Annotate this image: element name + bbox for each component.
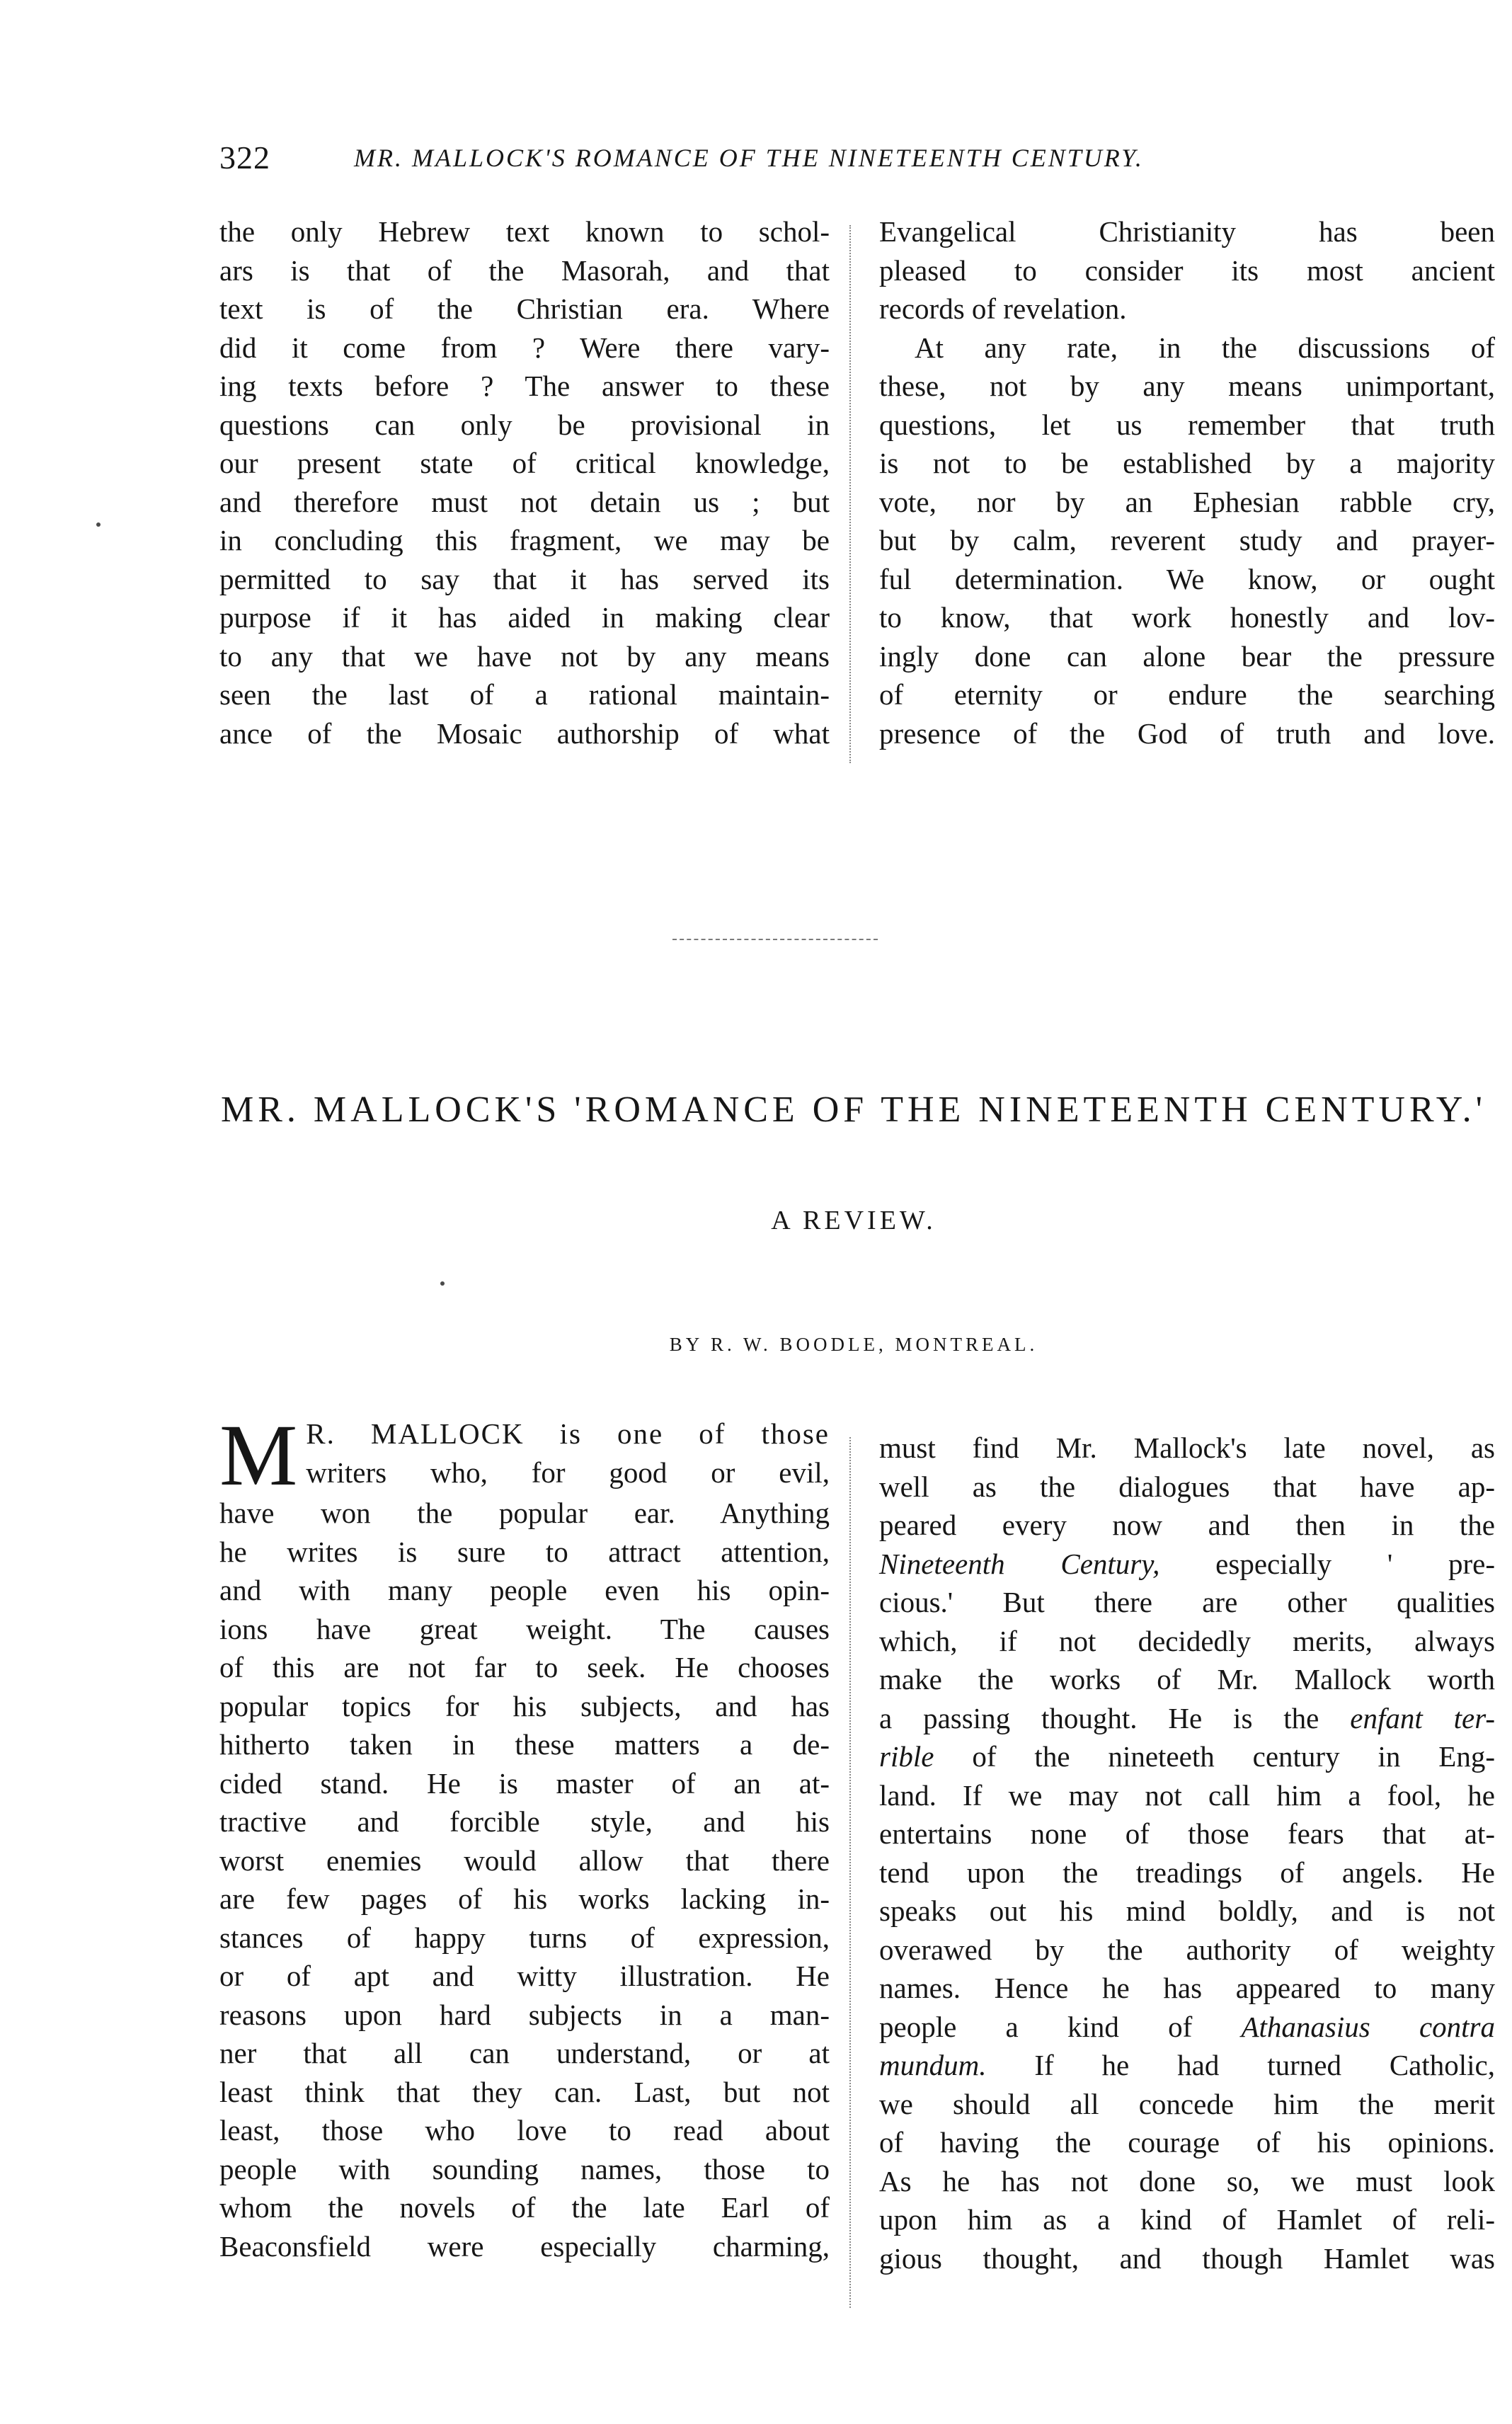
text-line: ars is that of the Masorah, and that — [219, 253, 830, 287]
line-text: If he had turned Catholic, — [986, 2049, 1495, 2081]
text-line: tend upon the treadings of angels. He — [879, 1856, 1495, 1889]
text-line: did it come from ? Were there vary- — [219, 331, 830, 364]
print-speck — [96, 522, 101, 527]
text-line: which, if not decidedly merits, always — [879, 1624, 1495, 1657]
text-line: questions, let us remember that truth — [879, 408, 1495, 441]
italic-text: mundum. — [879, 2049, 987, 2081]
article-title: MR. MALLOCK'S 'ROMANCE OF THE NINETEENTH CENTURY.' — [220, 1090, 1487, 1130]
line-text: a passing thought. He is the — [879, 1701, 1351, 1734]
text-line: vote, nor by an Ephesian rabble cry, — [879, 485, 1495, 518]
text-line: records of revelation. — [879, 292, 1127, 325]
column-divider — [849, 225, 851, 763]
text-line: of eternity or endure the searching — [879, 678, 1495, 711]
text-line: cious.' But there are other qualities — [879, 1586, 1495, 1618]
text-line: well as the dialogues that have ap- — [879, 1470, 1495, 1503]
text-line: reasons upon hard subjects in a man- — [219, 1998, 830, 2031]
text-line: worst enemies would allow that there — [219, 1843, 830, 1877]
text-line — [879, 1699, 1495, 1738]
text-line: text is of the Christian era. Where — [219, 292, 830, 325]
running-title: MR. MALLOCK'S ROMANCE OF THE NINETEENTH CENTURY. — [354, 144, 1144, 172]
column-divider — [849, 1437, 851, 2308]
bottom-right-column — [879, 1429, 1495, 2277]
text-line: upon him as a kind of Hamlet of reli- — [879, 2203, 1495, 2236]
text-line: ner that all can understand, or at — [219, 2037, 830, 2069]
text-line — [219, 1414, 830, 1453]
text-line: in concluding this fragment, we may be — [219, 524, 830, 556]
text-line: people with sounding names, those to — [219, 2152, 830, 2185]
text-line: least, those who love to read about — [219, 2114, 830, 2146]
text-line: pleased to consider its most ancient — [879, 253, 1495, 287]
text-line: seen the last of a rational maintain- — [219, 678, 830, 711]
italic-text: Nineteenth Century, — [879, 1547, 1160, 1580]
text-line: these, not by any means unimportant, — [879, 370, 1495, 402]
text-line: are few pages of his works lacking in- — [219, 1882, 830, 1915]
line-text: people a kind of — [879, 2010, 1242, 2043]
text-line — [879, 1737, 1495, 1776]
italic-text: enfant ter- — [1350, 1701, 1495, 1734]
text-line: speaks out his mind boldly, and is not — [879, 1894, 1495, 1927]
text-line: to know, that work honestly and lov- — [879, 601, 1495, 634]
line-text: especially ' pre- — [1159, 1547, 1495, 1580]
text-line: must find Mr. Mallock's late novel, as — [879, 1431, 1495, 1464]
text-line: tractive and forcible style, and his — [219, 1805, 830, 1838]
bottom-left-column — [219, 1407, 830, 2265]
text-line: the only Hebrew text known to schol- — [219, 215, 830, 248]
text-line: have won the popular ear. Anything — [219, 1497, 830, 1529]
text-line: we should all concede him the merit — [879, 2087, 1495, 2120]
text-line — [879, 2046, 1495, 2085]
text-line: land. If we may not call him a fool, he — [879, 1778, 1495, 1812]
text-line: our present state of critical knowledge, — [219, 447, 830, 479]
text-line: but by calm, reverent study and prayer- — [879, 524, 1495, 556]
text-line: presence of the God of truth and love. — [879, 716, 1495, 750]
text-line: cided stand. He is master of an at- — [219, 1766, 830, 1800]
italic-text: Athanasius contra — [1241, 2010, 1495, 2043]
text-line: popular topics for his subjects, and has — [219, 1689, 830, 1722]
text-line — [879, 1545, 1495, 1584]
first-line-text: R. MALLOCK is one of those — [306, 1417, 830, 1450]
text-line: ance of the Mosaic authorship of what — [219, 716, 830, 750]
drop-cap: M — [219, 1407, 298, 1504]
text-line: gious thought, and though Hamlet was — [879, 2241, 1495, 2275]
article-byline: BY R. W. BOODLE, MONTREAL. — [669, 1334, 1038, 1355]
text-line: peared every now and then in the — [879, 1509, 1495, 1541]
text-line: At any rate, in the discussions of — [915, 331, 1495, 364]
italic-text: rible — [879, 1740, 934, 1773]
text-line: names. Hence he has appeared to many — [879, 1972, 1495, 2004]
top-left-column — [219, 212, 830, 753]
text-line: hitherto taken in these matters a de- — [219, 1728, 830, 1761]
text-line: Beaconsfield were especially charming, — [219, 2229, 830, 2263]
text-line: questions can only be provisional in — [219, 408, 830, 441]
text-line: to any that we have not by any means — [219, 639, 830, 673]
text-line: As he has not done so, we must look — [879, 2164, 1495, 2197]
article-subtitle: A REVIEW. — [771, 1206, 937, 1235]
page-number: 322 — [219, 139, 270, 176]
text-line: ingly done can alone bear the pressure — [879, 639, 1495, 673]
text-line: overawed by the authority of weighty — [879, 1933, 1495, 1966]
text-line: and with many people even his opin- — [219, 1574, 830, 1606]
text-line: ful determination. We know, or ought — [879, 562, 1495, 595]
line-text: of the nineteeth century in Eng- — [934, 1740, 1495, 1773]
text-line: least think that they can. Last, but not — [219, 2075, 830, 2108]
text-line: purpose if it has aided in making clear — [219, 601, 830, 634]
text-line: of having the courage of his opinions. — [879, 2126, 1495, 2159]
print-speck — [440, 1281, 445, 1286]
text-line: writers who, for good or evil, — [306, 1456, 830, 1489]
running-header — [219, 139, 1380, 181]
text-line: make the works of Mr. Mallock worth — [879, 1663, 1495, 1696]
text-line: or of apt and witty illustration. He — [219, 1960, 830, 1992]
text-line: of this are not far to seek. He chooses — [219, 1651, 830, 1683]
section-separator — [672, 939, 878, 940]
text-line: ing texts before ? The answer to these — [219, 370, 830, 402]
text-line: stances of happy turns of expression, — [219, 1921, 830, 1954]
text-line: whom the novels of the late Earl of — [219, 2191, 830, 2224]
text-line: he writes is sure to attract attention, — [219, 1535, 830, 1568]
text-line: Evangelical Christianity has been — [879, 215, 1495, 248]
top-right-column — [879, 212, 1495, 753]
text-line: permitted to say that it has served its — [219, 562, 830, 595]
text-line: and therefore must not detain us ; but — [219, 485, 830, 518]
text-line: is not to be established by a majority — [879, 447, 1495, 479]
text-line: entertains none of those fears that at- — [879, 1817, 1495, 1850]
text-line — [879, 2008, 1495, 2047]
text-line: ions have great weight. The causes — [219, 1612, 830, 1645]
